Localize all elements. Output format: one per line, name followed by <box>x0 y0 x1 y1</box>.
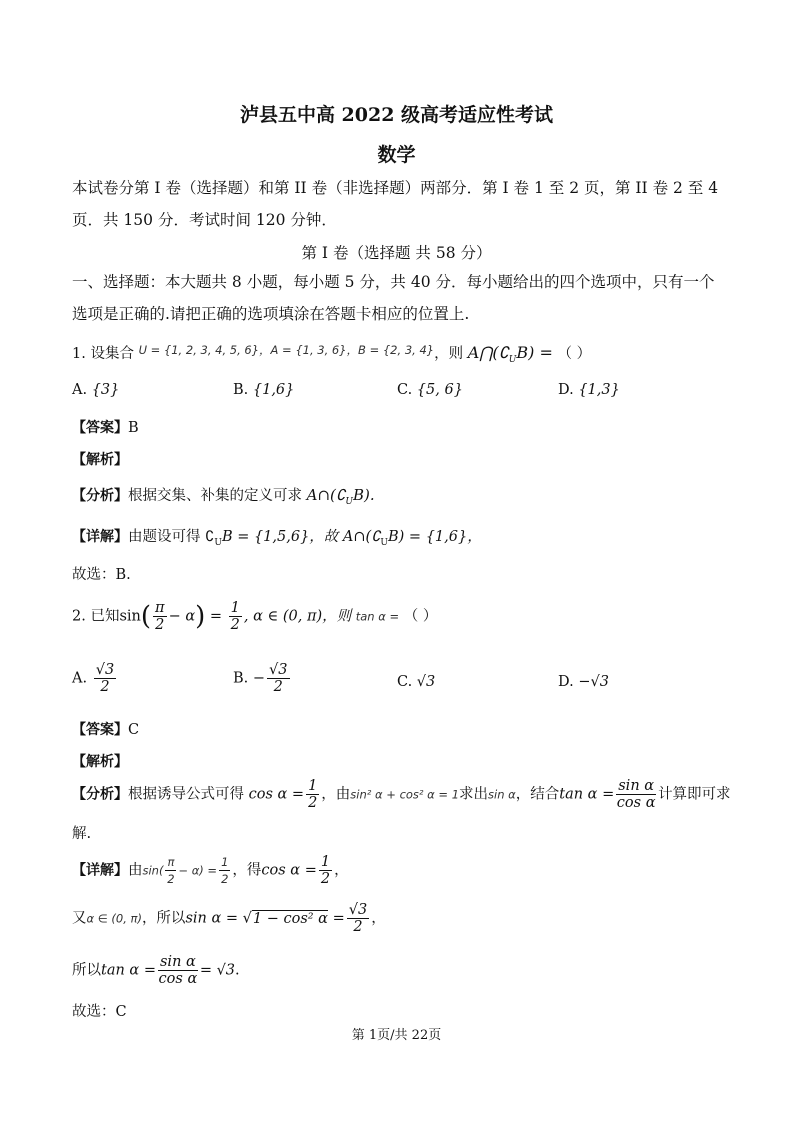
q1-choose: 故选：B. <box>72 567 131 583</box>
section-title: 第 I 卷（选择题 共 58 分） <box>301 244 492 262</box>
q2-option-d: D. −√3 <box>558 674 609 690</box>
q1-prefix: 1. 设集合 <box>72 346 134 362</box>
page-footer: 第 1页/共 22页 <box>351 1028 442 1043</box>
q2-analysis-label: 【解析】 <box>72 754 128 770</box>
q1-then: ，则 <box>434 346 464 362</box>
q2-option-b: B. − $\frac{√3}{2}$ <box>233 662 288 695</box>
q1-option-d: D. {1,3} <box>558 382 620 398</box>
q2-so: 所以tan α = $\frac{\text{sin α}}{\text{cos α}}$ = √3. <box>72 954 240 987</box>
q1-sets: U = {1, 2, 3, 4, 5, 6}，A = {1, 3, 6}，B = {2, 3, 4} <box>138 343 435 357</box>
q1-option-c: C. {5, 6} <box>397 382 463 398</box>
q1-blank: （ ） <box>557 346 592 362</box>
q1-analysis-label: 【解析】 <box>72 452 128 468</box>
q2-fenxi: 【分析】根据诱导公式可得 cos α = $\frac{1}{2}$ ，由sin² α + cos² α = 1求出sin α，结合tan α = $\frac{\text{sin α}}{\text{cos α}}$ 计算即可求 <box>72 778 731 811</box>
section-instruction: 一、选择题：本大题共 8 小题，每小题 5 分，共 40 分．每小题给出的四个选项中，只有一个选项是正确的.请把正确的选项填涂在答题卡相应的位置上. <box>72 273 715 323</box>
q2-option-c: C. √3 <box>397 674 436 690</box>
q1-expr: $A⋂(∁_UB)$ = <box>467 343 553 366</box>
question-2: 2. 已知sin( $\frac{\pi}{2}$ − α) = $\frac{1}{2}$ , α ∈ (0, π)，则 tan α = （ ） <box>72 600 438 633</box>
intro-paragraph: 本试卷分第 I 卷（选择题）和第 II 卷（非选择题）两部分．第 I 卷 1 至 2 页，第 II 卷 2 至 4 页．共 150 分．考试时间 120 分钟． <box>72 179 719 229</box>
q1-option-b: B. {1,6} <box>233 382 295 398</box>
q1-fenxi: 【分析】根据交集、补集的定义可求 $A\cap(∁_UB)$. <box>72 486 375 507</box>
q2-choose: 故选：C <box>72 1004 127 1020</box>
q2-option-a: A. $\frac{√3}{2}$ <box>72 662 115 695</box>
q2-also: 又α ∈ (0, π)，所以sin α = √1 − cos² α = $\frac{√3}{2}$ ， <box>72 902 386 935</box>
question-1 <box>72 342 591 365</box>
page-title: 泸县五中高 2022 级高考适应性考试 <box>239 104 554 126</box>
subject-title: 数学 <box>377 144 416 166</box>
q1-detail: 【详解】由题设可得 $∁_UB = \{1,5,6\}$，故 $A\cap(∁_UB) = \{1,6\}$， <box>72 529 482 548</box>
q1-option-a: A. {3} <box>72 382 120 398</box>
q2-detail: 【详解】由sin( $\frac{\pi}{2}$ − α) = $\frac{1}{2}$ ，得cos α = $\frac{1}{2}$ ， <box>72 854 349 887</box>
q2-answer: 【答案】C <box>72 722 140 738</box>
q2-fenxi-end: 解. <box>72 826 92 842</box>
q1-answer: 【答案】B <box>72 420 139 436</box>
